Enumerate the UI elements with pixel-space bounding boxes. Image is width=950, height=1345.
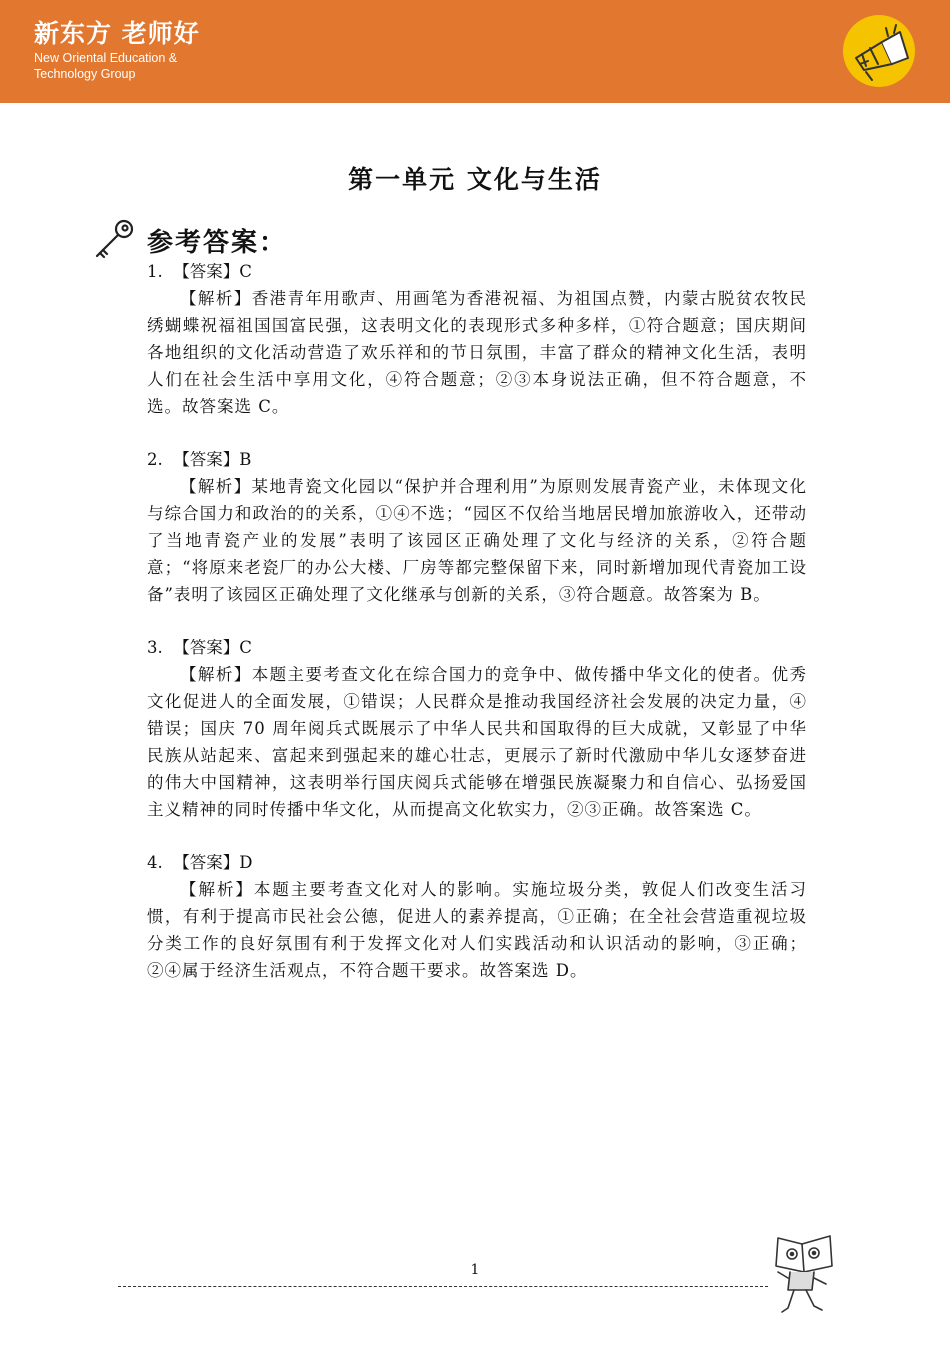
brand-name-en [34, 50, 177, 82]
footer-divider [118, 1286, 768, 1287]
explanation-text: 【解析】本题主要考查文化对人的影响。实施垃圾分类，敦促人们改变生活习惯，有利于提高市民社会公德，促进人的素养提高，①正确；在全社会营造重视垃圾分类工作的良好氛围有利于发挥文化对人们实践活动和认识活动的影响，③正确；②④属于经济生活观点，不符合题干要求。故答案选 D。 [147, 880, 807, 980]
reading-mascot-icon [770, 1232, 836, 1316]
megaphone-logo-icon [842, 14, 916, 88]
explanation-text: 【解析】某地青瓷文化园以“保护并合理利用”为原则发展青瓷产业，未体现文化与综合国力和政治的的关系，①④不选；“园区不仅给当地居民增加旅游收入，还带动了当地青瓷产业的发展”表明了该园区正确处理了文化与经济的关系，②符合题意；“将原来老瓷厂的办公大楼、厂房等都完整保留下来，同时新增加现代青瓷加工设备”表明了该园区正确处理了文化继承与创新的关系，③符合题意。故答案为 B。 [147, 477, 807, 604]
page-number: 1 [470, 1262, 480, 1278]
answer-line: 4. 【答案】D [147, 853, 253, 872]
answer-item-2 [147, 446, 807, 608]
brand-name-cn: 新东方 老师好 [34, 19, 200, 48]
explanation-text: 【解析】本题主要考查文化在综合国力的竞争中、做传播中华文化的使者。优秀文化促进人的全面发展，①错误；人民群众是推动我国经济社会发展的决定力量，④错误；国庆 70 周年阅兵式既展示了中华人民共和国取得的巨大成就，又彰显了中华民族从站起来、富起来到强起来的雄心壮志，更展示了新时代激励中华儿女逐梦奋进的伟大中国精神，这表明举行国庆阅兵式能够在增强民族凝聚力和自信心、弘扬爱国主义精神的同时传播中华文化，从而提高文化软实力，②③正确。故答案选 C。 [147, 665, 807, 819]
brand-name-en-line2: Technology Group [34, 67, 136, 81]
answer-item-3 [147, 634, 807, 823]
page-header [0, 0, 950, 103]
answer-item-4 [147, 849, 807, 984]
document-title: 第一单元 文化与生活 [348, 165, 602, 194]
answer-line: 1. 【答案】C [147, 262, 252, 281]
answer-line: 2. 【答案】B [147, 450, 252, 469]
key-icon [92, 218, 136, 260]
section-heading: 参考答案： [147, 228, 288, 258]
explanation-text: 【解析】香港青年用歌声、用画笔为香港祝福、为祖国点赞，内蒙古脱贫农牧民绣蝴蝶祝福祖国国富民强，这表明文化的表现形式多种多样，①符合题意；国庆期间各地组织的文化活动营造了欢乐祥和的节日氛围，丰富了群众的精神文化生活，表明人们在社会生活中享用文化，④符合题意；②③本身说法正确，但不符合题意，不选。故答案选 C。 [147, 289, 807, 416]
brand-name-en-line1: New Oriental Education & [34, 51, 178, 65]
answer-item-1 [147, 258, 807, 420]
answer-list [147, 258, 807, 1010]
answer-line: 3. 【答案】C [147, 638, 252, 657]
